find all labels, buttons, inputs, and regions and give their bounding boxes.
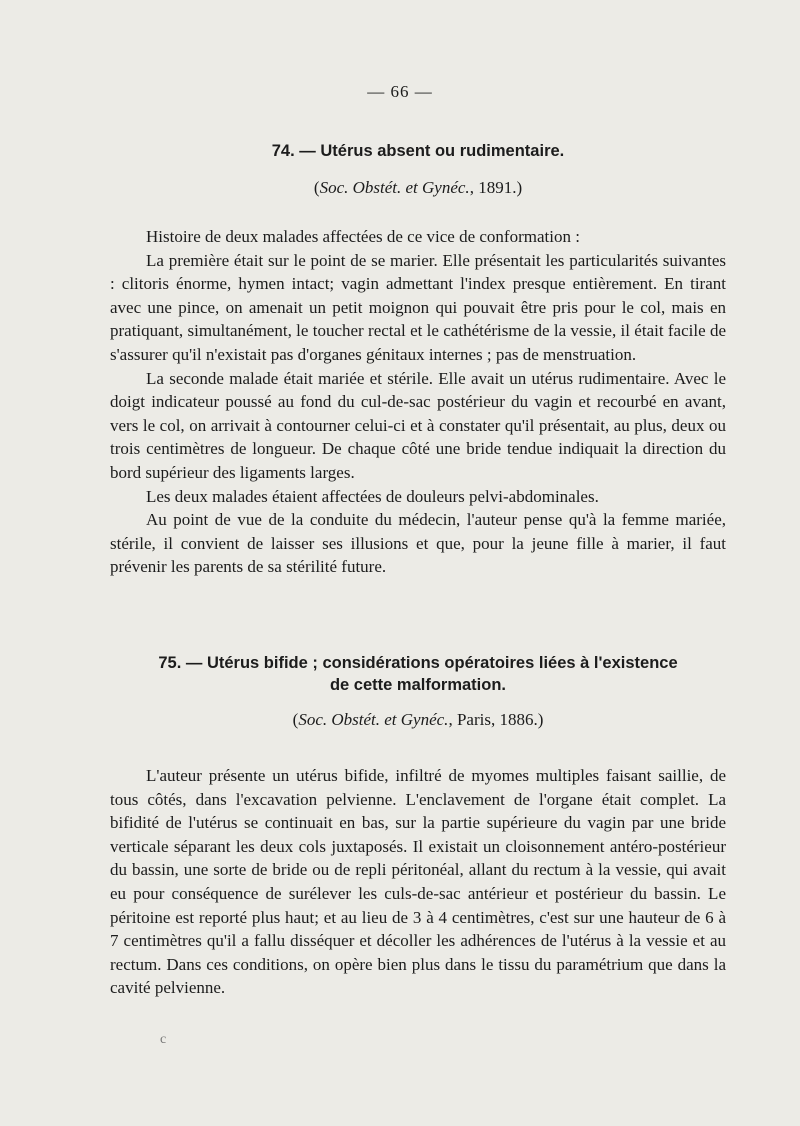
page-number: — 66 — [367, 82, 433, 101]
section-74 [110, 140, 726, 579]
section-number: 74. [271, 142, 295, 160]
citation-journal: Soc. Obstét. et Gynéc. [319, 178, 470, 197]
section-title [110, 652, 726, 696]
section-heading-line2: de cette malformation. [329, 676, 507, 694]
citation-details: , 1891.) [469, 178, 523, 197]
paragraph: La seconde malade était mariée et stérile. Elle avait un utérus rudimentaire. Avec le doigt indicateur poussé au fond du cul-de-sac postérieur du vagin et recourbé en avant, vers le col, on arrivait à contourner celui-ci et à constater qu'il présentait, au plus, deux ou trois centimètres de longueur. De chaque côté une bride tendue indiquait la direction du bord supérieur des ligaments larges. [110, 368, 726, 482]
paragraph: L'auteur présente un utérus bifide, infiltré de myomes multiples faisant saillie, de tous côtés, dans l'excavation pelvienne. L'enclavement de l'organe était complet. La bifidité de l'utérus se continuait en bas, sur la partie supérieure du vagin par une bride verticale séparant les deux cols juxtaposés. Il existait un cloisonnement antéro-postérieur du bassin, une sorte de bride ou de repli péritonéal, allant du rectum à la vessie, qui avait eu pour conséquence de surélever les culs-de-sac antérieur et postérieur du bassin. Le péritoine est reporté plus haut; et au lieu de 3 à 4 centimètres, c'est sur une hauteur de 6 à 7 centimètres qu'il a fallu disséquer et décoller les adhérences de l'utérus à la vessie et au rectum. Dans ces conditions, on opère bien plus dans le tissu du paramétrium que dans la cavité pelvienne. [110, 766, 726, 998]
section-75 [110, 652, 726, 1000]
paragraph: Histoire de deux malades affectées de ce vice de conformation : [146, 227, 580, 246]
section-heading: — Utérus absent ou rudimentaire. [299, 142, 565, 160]
stray-mark: c [160, 1032, 167, 1047]
citation-journal: Soc. Obstét. et Gynéc. [298, 710, 449, 729]
section-number: 75. [158, 654, 182, 672]
paragraph: Au point de vue de la conduite du médecin, l'auteur pense qu'à la femme mariée, stérile, il convient de laisser ses illusions et que, pour la jeune fille à marier, il faut prévenir les parents de sa stérilité future. [110, 510, 726, 577]
citation-details: , Paris, 1886.) [448, 710, 544, 729]
section-title [110, 140, 726, 162]
paragraph: La première était sur le point de se marier. Elle présentait les particularités suivantes : clitoris énorme, hymen intact; vagin admettant l'index presque entièrement. En tirant avec une pince, on amenait un petit moignon qui pouvait être pris pour le col, mais en pratiquant, simultanément, le toucher rectal et le cathétérisme de la vessie, il était facile de s'assurer qu'il n'existait pas d'organes génitaux internes ; pas de menstruation. [110, 250, 726, 364]
citation: (Soc. Obstét. et Gynéc., Paris, 1886.) [292, 710, 544, 729]
paragraph: Les deux malades étaient affectées de douleurs pelvi-abdominales. [146, 486, 599, 506]
section-heading: — Utérus bifide ; considérations opératoires liées à l'existence [185, 654, 678, 672]
citation: (Soc. Obstét. et Gynéc., 1891.) [313, 178, 523, 197]
